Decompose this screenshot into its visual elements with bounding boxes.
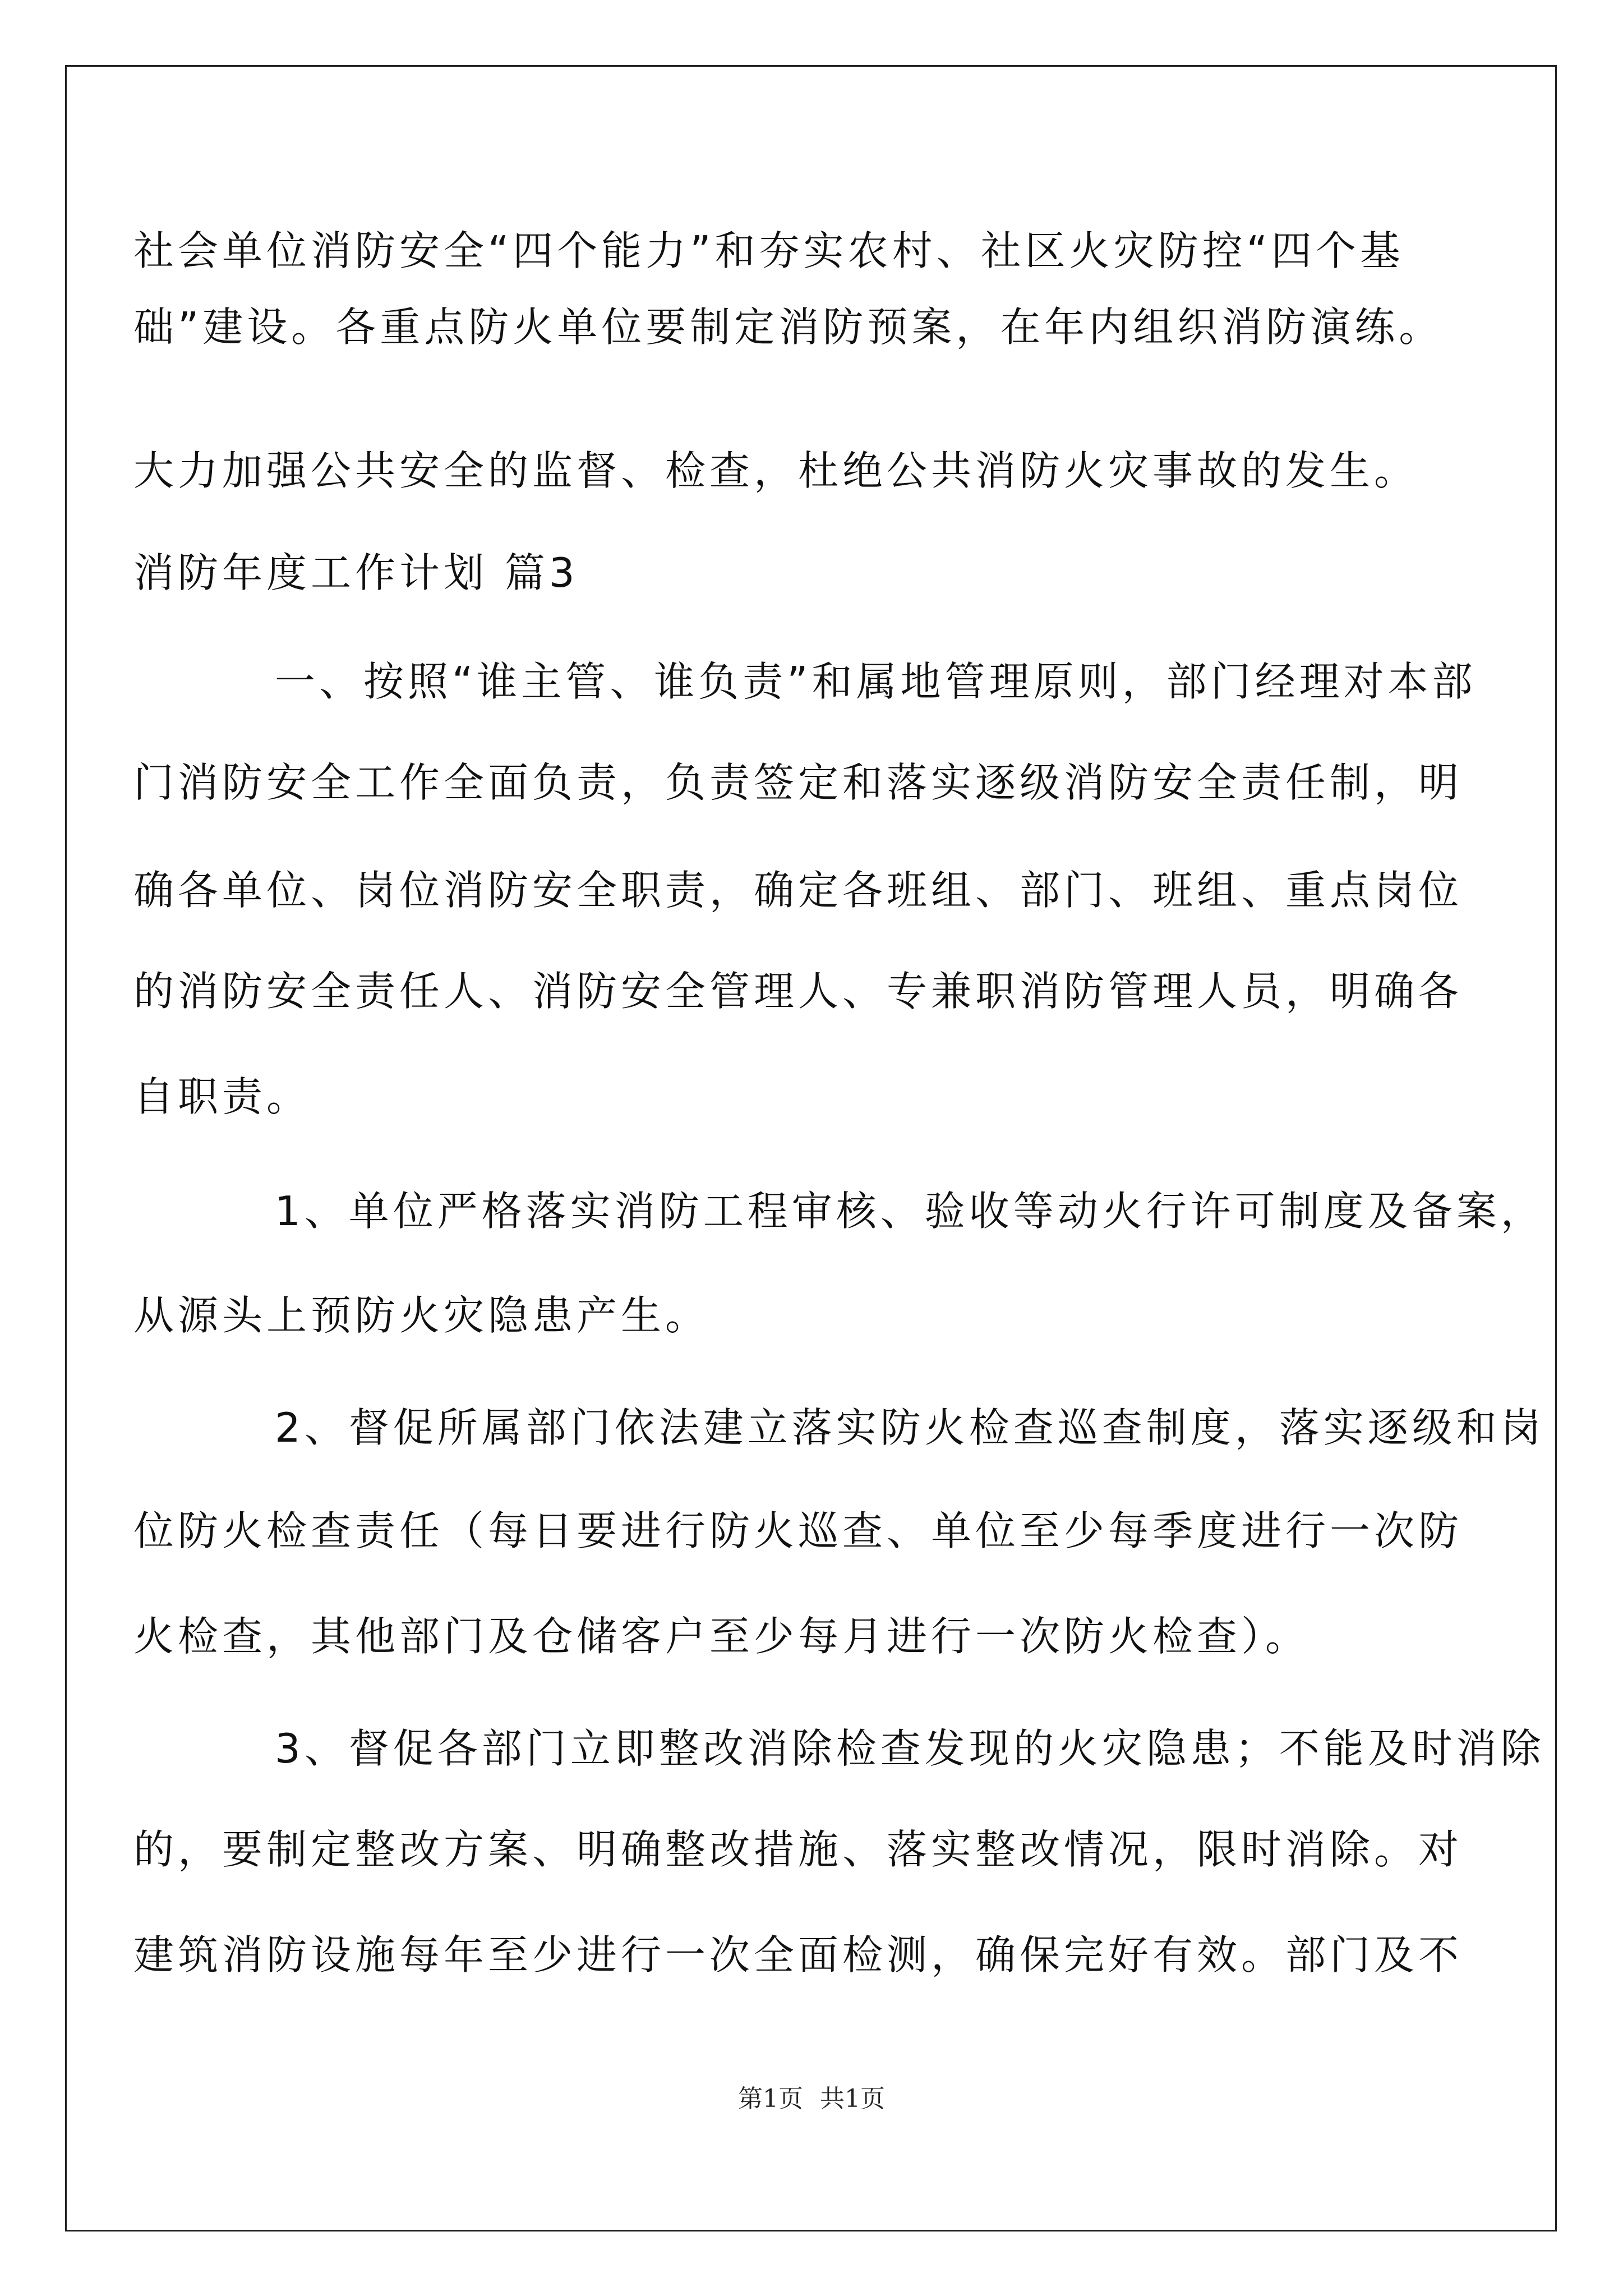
text-line: 的消防安全责任人、消防安全管理人、专兼职消防管理人员，明确各	[133, 968, 1463, 1015]
text-line: 2、督促所属部门依法建立落实防火检查巡查制度，落实逐级和岗	[275, 1404, 1545, 1451]
text-line: 一、按照“谁主管、谁负责”和属地管理原则，部门经理对本部	[275, 658, 1477, 705]
text-line: 位防火检查责任（每日要进行防火巡查、单位至少每季度进行一次防	[133, 1507, 1463, 1554]
page-number: 第1页	[738, 2085, 803, 2113]
text-line: 础”建设。各重点防火单位要制定消防预案，在年内组织消防演练。	[133, 303, 1444, 351]
text-line: 确各单位、岗位消防安全职责，确定各班组、部门、班组、重点岗位	[133, 867, 1463, 914]
text-line: 的，要制定整改方案、明确整改措施、落实整改情况，限时消除。对	[133, 1826, 1463, 1873]
text-line: 建筑消防设施每年至少进行一次全面检测，确保完好有效。部门及不	[133, 1931, 1463, 1978]
text-line: 自职责。	[133, 1073, 311, 1120]
text-line: 火检查，其他部门及仓储客户至少每月进行一次防火检查）。	[133, 1613, 1310, 1660]
text-line: 门消防安全工作全面负责，负责签定和落实逐级消防安全责任制，明	[133, 759, 1463, 806]
text-line: 社会单位消防安全“四个能力”和夯实农村、社区火灾防控“四个基	[133, 227, 1404, 274]
text-line: 3、督促各部门立即整改消除检查发现的火灾隐患；不能及时消除	[275, 1725, 1545, 1772]
text-line: 从源头上预防火灾隐患产生。	[133, 1292, 710, 1339]
section-heading: 消防年度工作计划 篇3	[133, 549, 579, 596]
page-border	[65, 65, 1557, 2231]
text-line: 1、单位严格落实消防工程审核、验收等动火行许可制度及备案，	[275, 1188, 1545, 1235]
page-footer	[0, 2082, 1623, 2116]
total-pages: 共1页	[820, 2085, 885, 2113]
text-line: 大力加强公共安全的监督、检查，杜绝公共消防火灾事故的发生。	[133, 447, 1419, 494]
